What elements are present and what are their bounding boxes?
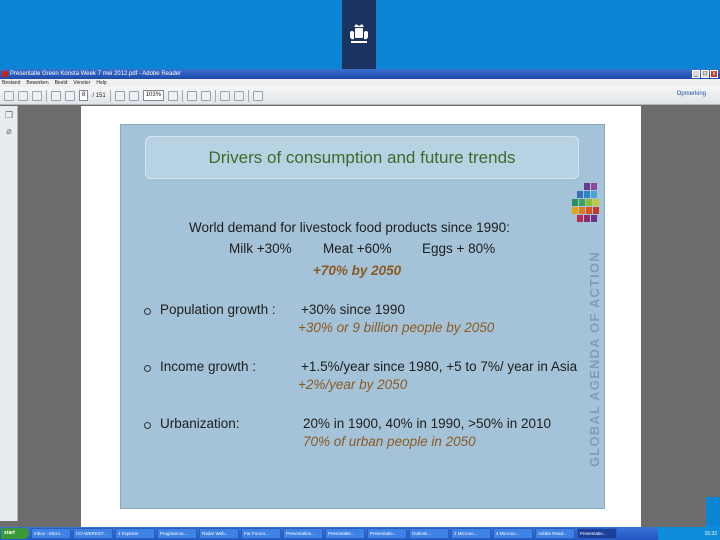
government-emblem [342,0,376,69]
toolbar [0,87,720,105]
toolbar-divider [248,90,249,102]
window-title-bar [0,69,720,79]
slide [120,124,605,509]
highlight-icon[interactable] [234,91,244,101]
attachments-icon[interactable]: ⌀ [6,126,12,136]
population-value: +30% since 1990 [301,302,405,317]
menu-window[interactable]: Venster [73,80,91,86]
zoom-out-icon[interactable] [115,91,125,101]
urbanization-label: Urbanization: [160,416,240,431]
fit-page-icon[interactable] [187,91,197,101]
top-banner [0,0,720,69]
taskbar-item[interactable]: Radar Web... [199,528,239,539]
urbanization-forecast: 70% of urban people in 2050 [303,434,476,449]
next-page-icon[interactable] [65,91,75,101]
bullet-icon [144,422,151,429]
adobe-reader-icon [2,71,8,77]
menu-help[interactable]: Help [96,80,107,86]
urbanization-value: 20% in 1900, 40% in 1990, >50% in 2010 [303,416,552,431]
maximize-button[interactable]: □ [701,70,709,78]
pdf-page [81,106,641,527]
document-viewport[interactable] [18,106,720,527]
menu-file[interactable]: Bestand [2,80,21,86]
eggs-value: Eggs + 80% [422,241,496,256]
taskbar-item[interactable]: Adobe Read... [535,528,575,539]
zoom-in-icon[interactable] [129,91,139,101]
meat-value: Meat +60% [323,241,392,256]
close-button[interactable]: x [710,70,718,78]
toolbar-divider [215,90,216,102]
bullet-icon [144,308,151,315]
taskbar-item[interactable]: Outlook... [409,528,449,539]
income-label: Income growth : [160,359,257,374]
zoom-input[interactable]: 103% [143,90,164,101]
taskbar-item[interactable]: 4 Microso... [493,528,533,539]
menu-bar [0,79,720,87]
coat-of-arms-icon [346,22,372,48]
income-value: +1.5%/year since 1980, +5 to 7%/ year in Asia [301,359,578,374]
start-button[interactable]: start [1,528,29,539]
window-controls [692,70,718,78]
side-vertical-text: GLOBAL AGENDA OF ACTION [587,251,602,467]
previous-page-icon[interactable] [51,91,61,101]
menu-edit[interactable]: Bewerken [26,80,49,86]
menu-view[interactable]: Beeld [54,80,68,86]
taskbar-item[interactable]: Presentaties... [283,528,323,539]
print-icon[interactable] [18,91,28,101]
comment-link[interactable]: Opmerking [676,91,706,97]
taskbar-item[interactable]: Far Forum... [241,528,281,539]
navigation-panel [0,106,18,521]
toolbar-divider [46,90,47,102]
taskbar-item[interactable]: 4 Explorer [115,528,155,539]
comment-icon[interactable] [220,91,230,101]
demand-forecast: +70% by 2050 [313,263,402,278]
taskbar-item[interactable]: Programma... [157,528,197,539]
taskbar-item[interactable]: Presentatie... [325,528,365,539]
taskbar-item[interactable]: 2 Microso... [451,528,491,539]
expand-icon[interactable] [253,91,263,101]
toolbar-divider [110,90,111,102]
slide-title: Drivers of consumption and future trends [145,136,579,179]
toolbar-divider [182,90,183,102]
demand-heading: World demand for livestock food products since 1990: [189,220,510,235]
window-title: Presentatie Green Konsta Week 7 mei 2012.pdf - Adobe Reader [10,71,181,77]
income-forecast: +2%/year by 2050 [298,377,408,392]
taskbar-item-active[interactable]: Presentatie... [577,528,617,539]
taskbar [0,527,720,540]
milk-value: Milk +30% [229,241,292,256]
taskbar-item[interactable]: CO-WERKST... [73,528,113,539]
globe-logo-icon [572,183,602,235]
population-label: Population growth : [160,302,276,317]
system-tray [658,527,720,540]
clock: 15:32 [704,530,717,537]
adobe-reader-window [0,69,720,527]
taskbar-item[interactable]: Inbox - Micro... [31,528,71,539]
taskbar-item[interactable]: Presentatie... [367,528,407,539]
email-icon[interactable] [32,91,42,101]
page-number-input[interactable]: 8 [79,90,88,101]
population-forecast: +30% or 9 billion people by 2050 [298,320,495,335]
banner-edge [706,497,720,527]
open-icon[interactable] [4,91,14,101]
pages-icon[interactable]: ❐ [4,110,14,120]
page-total: / 151 [92,92,106,99]
fit-width-icon[interactable] [201,91,211,101]
zoom-dropdown-icon[interactable] [168,91,178,101]
bullet-icon [144,365,151,372]
minimize-button[interactable]: _ [692,70,700,78]
